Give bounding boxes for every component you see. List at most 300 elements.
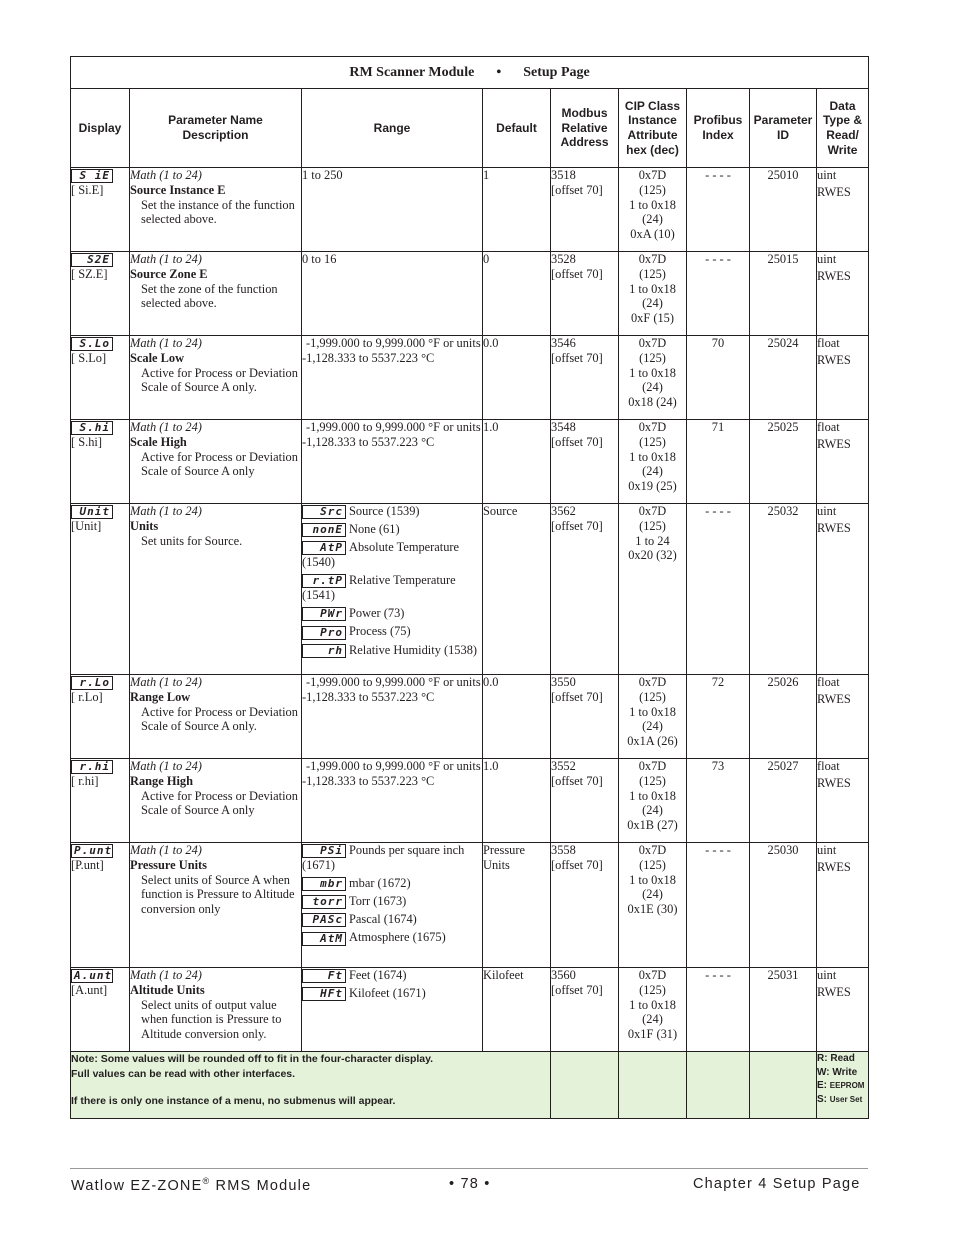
seven-segment-display-icon: S.Lo bbox=[71, 337, 113, 351]
legend-key: E: bbox=[817, 1080, 827, 1091]
parameter-group: Math (1 to 24) bbox=[130, 968, 202, 982]
note-fill-cell bbox=[750, 1052, 817, 1119]
modbus-cell bbox=[551, 168, 619, 252]
header-cip bbox=[619, 89, 687, 168]
range-option bbox=[302, 540, 482, 570]
parameter-name: Range Low bbox=[130, 689, 191, 704]
modbus-address: 3562 bbox=[551, 504, 576, 518]
parameter-name-cell bbox=[130, 336, 302, 420]
table-row bbox=[71, 336, 869, 420]
range-option-text: Process (75) bbox=[349, 624, 411, 639]
parameter-group: Math (1 to 24) bbox=[130, 336, 202, 350]
parameter-name: Source Zone E bbox=[130, 266, 208, 281]
range-option bbox=[302, 986, 482, 1001]
read-write: RWES bbox=[817, 436, 851, 451]
range-option-text: Atmosphere (1675) bbox=[349, 930, 446, 945]
parameter-description: Set the instance of the function selected above. bbox=[141, 197, 295, 227]
footer-rule bbox=[70, 1168, 868, 1169]
modbus-address: 3518 bbox=[551, 168, 576, 182]
display-cell bbox=[71, 420, 130, 504]
legend-user-set bbox=[817, 1093, 868, 1107]
header-parameter-id bbox=[750, 89, 817, 168]
range-cell bbox=[302, 759, 483, 843]
default-cell: 1.0 bbox=[483, 759, 551, 843]
read-write: RWES bbox=[817, 520, 851, 535]
parameter-id-cell: 25024 bbox=[750, 336, 817, 420]
parameter-id-cell: 25026 bbox=[750, 675, 817, 759]
seven-segment-option-icon: mbr bbox=[302, 877, 346, 891]
seven-segment-option-icon: Src bbox=[302, 505, 346, 519]
legend-key: R: bbox=[817, 1053, 828, 1064]
parameter-group: Math (1 to 24) bbox=[130, 759, 202, 773]
modbus-offset: [offset 70] bbox=[551, 689, 603, 704]
data-type: uint bbox=[817, 504, 837, 518]
data-type: uint bbox=[817, 168, 837, 182]
seven-segment-option-icon: nonE bbox=[302, 523, 346, 537]
profibus-cell: 72 bbox=[687, 675, 750, 759]
table-row bbox=[71, 420, 869, 504]
display-code: [ r.Lo] bbox=[71, 690, 103, 705]
range-value: -1,999.000 to 9,999.000 °F or units bbox=[306, 336, 481, 350]
parameter-name: Pressure Units bbox=[130, 857, 207, 872]
cip-line: 0x20 (32) bbox=[628, 548, 677, 563]
parameter-group: Math (1 to 24) bbox=[130, 168, 202, 182]
cip-line: (24) bbox=[642, 719, 663, 734]
parameter-id-cell: 25027 bbox=[750, 759, 817, 843]
cip-line: 0xA (10) bbox=[630, 227, 675, 242]
cip-cell bbox=[619, 843, 687, 968]
footer-product bbox=[71, 1176, 311, 1194]
parameter-name-cell bbox=[130, 759, 302, 843]
read-write: RWES bbox=[817, 691, 851, 706]
modbus-offset: [offset 70] bbox=[551, 350, 603, 365]
cip-line: 1 to 0x18 bbox=[629, 788, 676, 803]
parameter-description: Set units for Source. bbox=[141, 533, 243, 548]
range-cell bbox=[302, 252, 483, 336]
footer-chapter: Chapter 4 Setup Page bbox=[693, 1176, 861, 1192]
display-code: [ r.hi] bbox=[71, 774, 99, 789]
header-profibus bbox=[687, 89, 750, 168]
cip-line: 0x19 (25) bbox=[628, 479, 677, 494]
cip-line: (24) bbox=[642, 212, 663, 227]
range-value: -1,999.000 to 9,999.000 °F or units bbox=[306, 420, 481, 434]
range-value: -1,128.333 to 5537.223 °C bbox=[302, 350, 435, 365]
note-line-3: If there is only one instance of a menu, no submenus will appear. bbox=[71, 1095, 396, 1107]
cip-line: (125) bbox=[639, 518, 666, 533]
cip-line: 0x7D bbox=[638, 420, 667, 434]
read-write: RWES bbox=[817, 184, 851, 199]
read-write: RWES bbox=[817, 268, 851, 283]
rw-legend bbox=[817, 1052, 869, 1119]
cip-line: 0x1F (31) bbox=[627, 1027, 678, 1042]
data-type-cell bbox=[817, 843, 869, 968]
cip-cell bbox=[619, 168, 687, 252]
read-write: RWES bbox=[817, 352, 851, 367]
cip-cell bbox=[619, 968, 687, 1052]
legend-text: EEPROM bbox=[829, 1081, 865, 1090]
cip-line: (24) bbox=[642, 296, 663, 311]
display-code: [ Si.E] bbox=[71, 183, 104, 198]
legend-text: Write bbox=[832, 1066, 858, 1078]
table-row bbox=[71, 675, 869, 759]
parameter-id-cell: 25025 bbox=[750, 420, 817, 504]
seven-segment-display-icon: S iE bbox=[71, 169, 113, 183]
table-title-module: RM Scanner Module bbox=[349, 64, 475, 80]
parameter-name: Scale Low bbox=[130, 350, 185, 365]
seven-segment-option-icon: AtM bbox=[302, 932, 346, 946]
range-option-text: Pounds per square inch (1671) bbox=[302, 843, 465, 873]
cip-line: 0x1A (26) bbox=[627, 734, 678, 749]
parameter-group: Math (1 to 24) bbox=[130, 843, 202, 857]
profibus-cell: - - - - bbox=[687, 168, 750, 252]
cip-line: (125) bbox=[639, 266, 666, 281]
parameter-name-cell bbox=[130, 843, 302, 968]
cip-line: 0x7D bbox=[638, 336, 667, 350]
range-option-text: Feet (1674) bbox=[349, 968, 407, 982]
modbus-cell bbox=[551, 759, 619, 843]
parameter-id-cell: 25010 bbox=[750, 168, 817, 252]
display-cell bbox=[71, 759, 130, 843]
cip-cell bbox=[619, 336, 687, 420]
cip-line: (125) bbox=[639, 982, 666, 997]
range-cell bbox=[302, 336, 483, 420]
cip-cell bbox=[619, 504, 687, 675]
range-value: -1,128.333 to 5537.223 °C bbox=[302, 689, 435, 704]
seven-segment-option-icon: HFt bbox=[302, 987, 346, 1001]
modbus-cell bbox=[551, 675, 619, 759]
profibus-cell: - - - - bbox=[687, 968, 750, 1052]
legend-eeprom bbox=[817, 1079, 868, 1093]
legend-text: User Set bbox=[829, 1094, 863, 1104]
display-cell bbox=[71, 252, 130, 336]
modbus-cell bbox=[551, 336, 619, 420]
cip-line: 0x1E (30) bbox=[627, 902, 678, 917]
default-cell: 1 bbox=[483, 168, 551, 252]
header-data-type bbox=[817, 89, 869, 168]
modbus-address: 3560 bbox=[551, 968, 576, 982]
parameter-name: Range High bbox=[130, 773, 193, 788]
footer-page-number: • 78 • bbox=[449, 1176, 491, 1192]
seven-segment-display-icon: S.hi bbox=[71, 421, 113, 435]
range-cell bbox=[302, 675, 483, 759]
modbus-address: 3558 bbox=[551, 843, 576, 857]
header-range: Range bbox=[302, 89, 483, 168]
parameter-name: Altitude Units bbox=[130, 982, 205, 997]
table-row bbox=[71, 759, 869, 843]
range-option-text: mbar (1672) bbox=[349, 875, 411, 890]
seven-segment-display-icon: Unit bbox=[71, 505, 113, 519]
footer-product-name: Watlow EZ-ZONE bbox=[71, 1177, 203, 1194]
display-cell bbox=[71, 504, 130, 675]
default-cell: Kilofeet bbox=[483, 968, 551, 1052]
default-cell: 0.0 bbox=[483, 675, 551, 759]
legend-key: W: bbox=[817, 1066, 830, 1078]
header-data-type-text: Data Type & Read/ Write bbox=[822, 98, 863, 157]
parameter-group: Math (1 to 24) bbox=[130, 504, 202, 518]
note-box bbox=[71, 1052, 551, 1119]
header-display: Display bbox=[71, 89, 130, 168]
profibus-cell: - - - - bbox=[687, 252, 750, 336]
modbus-offset: [offset 70] bbox=[551, 982, 603, 997]
range-cell bbox=[302, 168, 483, 252]
header-parameter-name-text: Parameter Name Description bbox=[168, 113, 263, 142]
data-type-cell bbox=[817, 504, 869, 675]
parameter-description: Active for Process or Deviation Scale of Source A only. bbox=[141, 704, 298, 734]
modbus-offset: [offset 70] bbox=[551, 266, 603, 281]
modbus-offset: [offset 70] bbox=[551, 518, 603, 533]
seven-segment-display-icon: A.unt bbox=[71, 969, 113, 983]
parameter-description: Select units of output value when function is Pressure to Altitude conversion only. bbox=[141, 997, 282, 1042]
cip-line: (24) bbox=[642, 380, 663, 395]
data-type: uint bbox=[817, 843, 837, 857]
note-fill-cell bbox=[551, 1052, 619, 1119]
parameter-name-cell bbox=[130, 504, 302, 675]
modbus-address: 3552 bbox=[551, 759, 576, 773]
range-option-text: Power (73) bbox=[349, 606, 405, 621]
range-value: -1,999.000 to 9,999.000 °F or units bbox=[306, 759, 481, 773]
cip-cell bbox=[619, 420, 687, 504]
cip-line: 0x1B (27) bbox=[627, 818, 678, 833]
table-row bbox=[71, 168, 869, 252]
range-option bbox=[302, 912, 482, 927]
cip-line: (125) bbox=[639, 182, 666, 197]
footer-module-name: RMS Module bbox=[210, 1177, 312, 1194]
display-cell bbox=[71, 843, 130, 968]
cip-line: 1 to 0x18 bbox=[629, 365, 676, 380]
range-cell bbox=[302, 968, 483, 1052]
cip-line: 1 to 0x18 bbox=[629, 281, 676, 296]
seven-segment-option-icon: rh bbox=[302, 644, 346, 658]
data-type-cell bbox=[817, 675, 869, 759]
seven-segment-option-icon: PSi bbox=[302, 844, 346, 858]
cip-line: 0x7D bbox=[638, 759, 667, 773]
range-option-text: Relative Temperature (1541) bbox=[302, 573, 456, 603]
legend-key: S: bbox=[817, 1093, 827, 1105]
range-cell bbox=[302, 843, 483, 968]
cip-line: 1 to 0x18 bbox=[629, 449, 676, 464]
parameter-name: Scale High bbox=[130, 434, 187, 449]
range-option bbox=[302, 643, 482, 658]
seven-segment-option-icon: AtP bbox=[302, 541, 346, 555]
range-option bbox=[302, 624, 482, 639]
range-option bbox=[302, 606, 482, 621]
data-type-cell bbox=[817, 420, 869, 504]
parameter-description: Active for Process or Deviation Scale of Source A only bbox=[141, 788, 298, 818]
header-parameter-id-text: Parameter ID bbox=[753, 113, 813, 142]
note-fill-cell bbox=[619, 1052, 687, 1119]
cip-line: 0xF (15) bbox=[630, 311, 675, 326]
cip-line: 0x7D bbox=[638, 504, 667, 518]
table-row bbox=[71, 968, 869, 1052]
modbus-cell bbox=[551, 968, 619, 1052]
parameter-description: Active for Process or Deviation Scale of Source A only bbox=[141, 449, 298, 479]
cip-line: (125) bbox=[639, 689, 666, 704]
default-cell: 0.0 bbox=[483, 336, 551, 420]
cip-line: (24) bbox=[642, 464, 663, 479]
modbus-address: 3546 bbox=[551, 336, 576, 350]
cip-line: (24) bbox=[642, 803, 663, 818]
display-code: [ S.hi] bbox=[71, 435, 102, 450]
range-option-text: Absolute Temperature (1540) bbox=[302, 540, 460, 570]
data-type: uint bbox=[817, 968, 837, 982]
header-modbus-text: Modbus Relative Address bbox=[560, 106, 609, 150]
range-option bbox=[302, 843, 482, 873]
parameter-group: Math (1 to 24) bbox=[130, 252, 202, 266]
parameter-name-cell bbox=[130, 168, 302, 252]
data-type-cell bbox=[817, 336, 869, 420]
registered-mark: ® bbox=[202, 1176, 211, 1186]
cip-line: (125) bbox=[639, 434, 666, 449]
range-option-text: Kilofeet (1671) bbox=[349, 986, 426, 1001]
header-default: Default bbox=[483, 89, 551, 168]
parameter-description: Set the zone of the function selected above. bbox=[141, 281, 278, 311]
legend-text: Read bbox=[830, 1053, 855, 1064]
default-cell: Source bbox=[483, 504, 551, 675]
note-line-2: Full values can be read with other interfaces. bbox=[71, 1068, 296, 1080]
data-type: float bbox=[817, 420, 840, 434]
title-bullet: • bbox=[496, 64, 502, 80]
modbus-cell bbox=[551, 843, 619, 968]
display-cell bbox=[71, 336, 130, 420]
cip-cell bbox=[619, 759, 687, 843]
range-value: -1,999.000 to 9,999.000 °F or units bbox=[306, 675, 481, 689]
cip-line: 0x18 (24) bbox=[628, 395, 677, 410]
range-option-text: None (61) bbox=[349, 522, 400, 537]
setup-parameter-table bbox=[70, 56, 869, 1119]
cip-line: 0x7D bbox=[638, 252, 667, 266]
range-value: 1 to 250 bbox=[302, 168, 343, 182]
header-cip-text: CIP Class Instance Attribute hex (dec) bbox=[624, 98, 681, 157]
modbus-offset: [offset 70] bbox=[551, 857, 603, 872]
seven-segment-option-icon: r.tP bbox=[302, 574, 346, 588]
range-option bbox=[302, 968, 482, 983]
seven-segment-option-icon: torr bbox=[302, 895, 346, 909]
default-cell: Pressure Units bbox=[483, 843, 551, 968]
read-write: RWES bbox=[817, 775, 851, 790]
parameter-name: Units bbox=[130, 518, 159, 533]
cip-line: (24) bbox=[642, 1012, 663, 1027]
range-option bbox=[302, 573, 482, 603]
data-type-cell bbox=[817, 252, 869, 336]
range-value: -1,128.333 to 5537.223 °C bbox=[302, 773, 435, 788]
cip-line: 1 to 0x18 bbox=[629, 704, 676, 719]
profibus-cell: 73 bbox=[687, 759, 750, 843]
cip-line: (125) bbox=[639, 350, 666, 365]
table-row bbox=[71, 252, 869, 336]
range-cell bbox=[302, 420, 483, 504]
modbus-address: 3548 bbox=[551, 420, 576, 434]
legend-read bbox=[817, 1052, 868, 1066]
display-code: [ S.Lo] bbox=[71, 351, 107, 366]
cip-line: 0x7D bbox=[638, 168, 667, 182]
seven-segment-option-icon: PASc bbox=[302, 913, 346, 927]
header-profibus-text: Profibus Index bbox=[693, 113, 743, 142]
data-type-cell bbox=[817, 968, 869, 1052]
data-type: float bbox=[817, 675, 840, 689]
parameter-description: Active for Process or Deviation Scale of Source A only. bbox=[141, 365, 298, 395]
data-type: uint bbox=[817, 252, 837, 266]
cip-line: (125) bbox=[639, 773, 666, 788]
default-cell: 0 bbox=[483, 252, 551, 336]
parameter-group: Math (1 to 24) bbox=[130, 675, 202, 689]
data-type: float bbox=[817, 759, 840, 773]
cip-cell bbox=[619, 252, 687, 336]
read-write: RWES bbox=[817, 859, 851, 874]
modbus-offset: [offset 70] bbox=[551, 182, 603, 197]
parameter-id-cell: 25031 bbox=[750, 968, 817, 1052]
range-cell bbox=[302, 504, 483, 675]
legend-write bbox=[817, 1066, 868, 1080]
range-option-text: Torr (1673) bbox=[349, 894, 407, 909]
modbus-address: 3528 bbox=[551, 252, 576, 266]
cip-line: 1 to 0x18 bbox=[629, 997, 676, 1012]
parameter-name-cell bbox=[130, 968, 302, 1052]
display-cell bbox=[71, 168, 130, 252]
parameter-id-cell: 25030 bbox=[750, 843, 817, 968]
profibus-cell: 71 bbox=[687, 420, 750, 504]
range-option-text: Relative Humidity (1538) bbox=[349, 642, 478, 657]
display-code: [A.unt] bbox=[71, 983, 108, 998]
range-option bbox=[302, 504, 482, 519]
seven-segment-option-icon: Pro bbox=[302, 626, 346, 640]
seven-segment-display-icon: r.Lo bbox=[71, 676, 113, 690]
display-cell bbox=[71, 968, 130, 1052]
seven-segment-display-icon: r.hi bbox=[71, 760, 113, 774]
modbus-offset: [offset 70] bbox=[551, 434, 603, 449]
parameter-id-cell: 25015 bbox=[750, 252, 817, 336]
range-option bbox=[302, 522, 482, 537]
read-write: RWES bbox=[817, 984, 851, 999]
range-option bbox=[302, 930, 482, 945]
header-modbus bbox=[551, 89, 619, 168]
modbus-cell bbox=[551, 420, 619, 504]
display-code: [Unit] bbox=[71, 519, 102, 534]
data-type-cell bbox=[817, 168, 869, 252]
default-cell: 1.0 bbox=[483, 420, 551, 504]
modbus-address: 3550 bbox=[551, 675, 576, 689]
range-option bbox=[302, 894, 482, 909]
modbus-cell bbox=[551, 504, 619, 675]
table-row bbox=[71, 504, 869, 675]
parameter-group: Math (1 to 24) bbox=[130, 420, 202, 434]
table-title bbox=[71, 57, 869, 89]
range-value: 0 to 16 bbox=[302, 252, 337, 266]
range-option-text: Source (1539) bbox=[349, 504, 420, 518]
range-option bbox=[302, 876, 482, 891]
data-type-cell bbox=[817, 759, 869, 843]
parameter-name-cell bbox=[130, 675, 302, 759]
cip-cell bbox=[619, 675, 687, 759]
parameter-name-cell bbox=[130, 420, 302, 504]
note-line-1: Note: Some values will be rounded off to fit in the four-character display. bbox=[71, 1053, 434, 1065]
seven-segment-option-icon: PWr bbox=[302, 607, 346, 621]
profibus-cell: - - - - bbox=[687, 843, 750, 968]
seven-segment-display-icon: S2E bbox=[71, 253, 113, 267]
display-code: [ SZ.E] bbox=[71, 267, 108, 282]
parameter-id-cell: 25032 bbox=[750, 504, 817, 675]
profibus-cell: 70 bbox=[687, 336, 750, 420]
profibus-cell: - - - - bbox=[687, 504, 750, 675]
parameter-name-cell bbox=[130, 252, 302, 336]
parameter-description: Select units of Source A when function is Pressure to Altitude conversion only bbox=[141, 872, 295, 917]
note-fill-cell bbox=[687, 1052, 750, 1119]
table-row bbox=[71, 843, 869, 968]
cip-line: (125) bbox=[639, 857, 666, 872]
seven-segment-display-icon: P.unt bbox=[71, 844, 113, 858]
range-option-text: Pascal (1674) bbox=[349, 912, 417, 927]
modbus-cell bbox=[551, 252, 619, 336]
seven-segment-option-icon: Ft bbox=[302, 969, 346, 983]
